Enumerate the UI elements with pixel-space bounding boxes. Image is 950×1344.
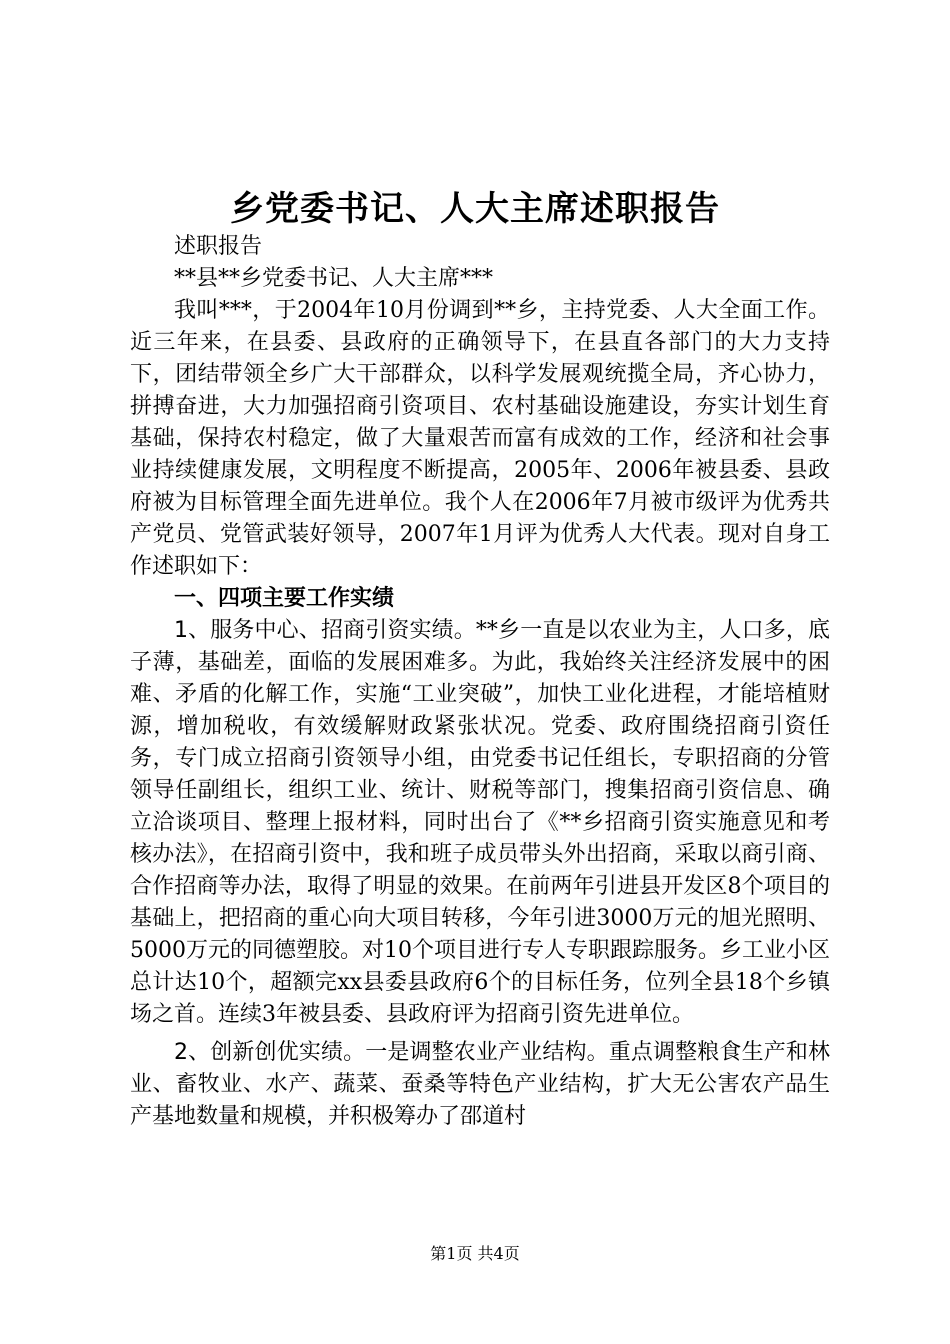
page-footer: 第1页 共4页 bbox=[430, 1244, 520, 1263]
intro-paragraph: 我叫***，于2004年10月份调到**乡，主持党委、人大全面工作。近三年来，在县委、县政府的正确领导下，在县直各部门的大力支持下，团结带领全乡广大干部群众，以科学发展观统揽全局，齐心协力，拼搏奋进，大力加强招商引资项目、农村基础设施建设，夯实计划生育基础，保持农村稳定，做了大量艰苦而富有成效的工作，经济和社会事业持续健康发展，文明程度不断提高，2005年、2006年被县委、县政府被为目标管理全面先进单位。我个人在2006年7月被市级评为优秀共产党员、党管武装好领导，2007年1月评为优秀人大代表。现对自身工作述职如下： bbox=[130, 298, 830, 579]
item2-paragraph bbox=[130, 1037, 830, 1133]
item1-lead: 1、服务中心、招商引资实绩。 bbox=[174, 618, 476, 643]
item2-text: 一是调整农业产业结构。重点调整粮食生产和林业、畜牧业、水产、蔬菜、蚕桑等特色产业结构，扩大无公害农产品生产基地数量和规模，并积极筹办了邵道村 bbox=[130, 1040, 830, 1129]
item2-lead: 2、创新创优实绩。 bbox=[174, 1040, 366, 1065]
item1-text: **乡一直是以农业为主，人口多，底子薄，基础差，面临的发展困难多。为此，我始终关注经济发展中的困难、矛盾的化解工作，实施“工业突破”，加快工业化进程，才能培植财源，增加税收，有效缓解财政紧张状况。党委、政府围绕招商引资任务，专门成立招商引资领导小组，由党委书记任组长，专职招商的分管领导任副组长，组织工业、统计、财税等部门，搜集招商引资信息、确立洽谈项目、整理上报材料，同时出台了《**乡招商引资实施意见和考核办法》，在招商引资中，我和班子成员带头外出招商，采取以商引商、合作招商等办法，取得了明显的效果。在前两年引进县开发区8个项目的基础上，把招商的重心向大项目转移，今年引进3000万元的旭光照明、5000万元的同德塑胶。对10个项目进行专人专职跟踪服务。乡工业小区总计达10个，超额完xx县委县政府6个的目标任务，位列全县18个乡镇场之首。连续3年被县委、县政府评为招商引资先进单位。 bbox=[130, 618, 830, 1027]
document-title: 乡党委书记、人大主席述职报告 bbox=[230, 189, 720, 229]
item1-paragraph bbox=[130, 615, 830, 1031]
subtitle-paragraph: 述职报告 bbox=[174, 234, 263, 259]
author-line: **县**乡党委书记、人大主席*** bbox=[174, 266, 494, 291]
document-body bbox=[130, 231, 830, 1133]
section-heading: 一、四项主要工作实绩 bbox=[174, 586, 395, 611]
